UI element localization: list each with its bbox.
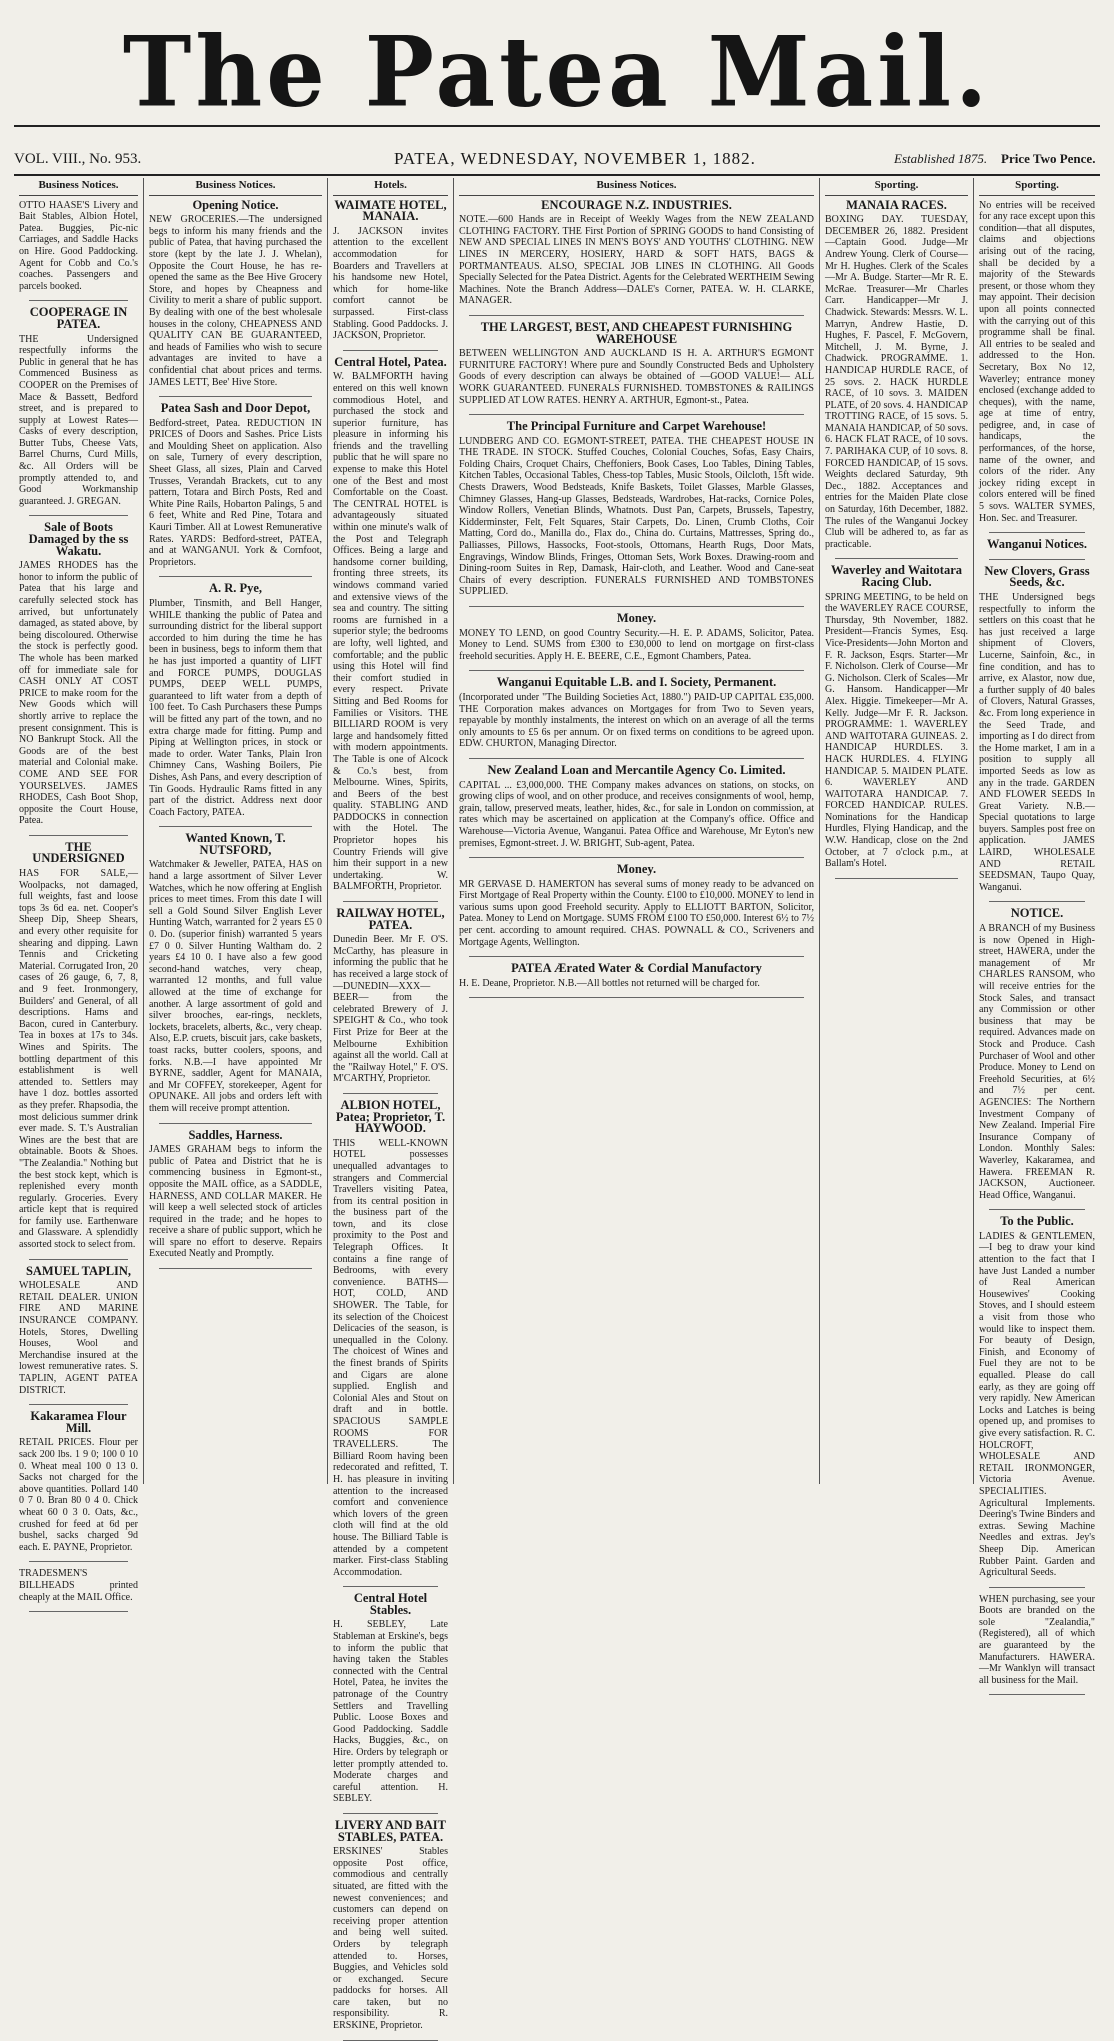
column-4 (454, 178, 820, 1484)
advertisement-text: OTTO HAASE'S Livery and Bait Stables, Albion Hotel, Patea. Buggies, Pic-nic Carriages, and Saddle Hacks on Hire. Good Paddocking. Agent for Cobb and Co.'s coaches. Passengers and parcels booked. (19, 199, 138, 292)
advertisement (19, 1263, 138, 1397)
column-heading: Hotels. (333, 178, 448, 196)
separator-rule (835, 878, 958, 879)
advertisement (333, 1097, 448, 1578)
separator-rule (159, 1268, 312, 1269)
separator-rule (469, 414, 804, 415)
established-note: Established 1875. (894, 151, 988, 166)
column-1 (14, 178, 144, 1603)
advertisement-text: No entries will be received for any race except upon this condition—that all disputes, claims and objections arising out of the racing, shall be decided by a majority of the Stewards present, or those whom they may appoint. Their decision upon all points connected with the carrying out of this programme shall be final. All entries to be sealed and addressed to the Hon. Secretary, Box No 12, Waverley; entrance money enclosed (exchange added to cheques), with the name, age at time of entry, pedigree, and, in case of handicaps, the performances, of the horse, name of the owner, and colors of the rider. Any jockey riding except in colors entered will be fined 5 sovs. WALTER SYMES, Hon. Sec. and Treasurer. (979, 199, 1095, 524)
separator-rule (343, 1586, 438, 1587)
advertisement-text: W. BALMFORTH having entered on this well known commodious Hotel, and purchased the stock and superior furniture, has pleasure in informing his friends and the travelling public that he will spare no expense to make this Hotel one of the Best and most Comfortable on the Coast. The CENTRAL HOTEL is advantageously situated within one minute's walk of the Post and Telegraph Offices. Being a large and handsome corner building, fronting three streets, its windows command varied and extensive views of the sea and country. The sitting rooms are furnished in a superior style; the bedrooms are lofty, well lighted, and comfortable; and the public using this Hotel will find their comfort studied in every respect. Private Sitting and Bed Rooms for Families or Visitors. THE BILLIARD ROOM is very large and handsomely fitted with modern appointments. The Table is one of Alcock & Co.'s best, from Melbourne. Wines, Spirits, and Beers of the best quality. STABLING AND PADDOCKS in connection with the Hotel. The Proprietor hopes his Country Friends will give him their support in a new undertaking. W. BALMFORTH, Proprietor. (333, 371, 448, 893)
price-note: Price Two Pence. (1001, 151, 1096, 166)
column-heading: Business Notices. (19, 178, 138, 196)
separator-rule (343, 1813, 438, 1814)
advertisement-text: SPRING MEETING, to be held on the WAVERLEY RACE COURSE, Thursday, 9th November, 1882. President—Francis Symes, Esq. Vice-Presidents—John Morton and F. R. Jackson, Esqrs. Starter—Mr F. Nicholson. Clerk of Course—Mr G. Nicholson. Clerk of Scales—Mr G. Hansom. Handicapper—Mr Alex. Higgie. Timekeeper—Mr A. Kelly. Judge—Mr F. R. Jackson. PROGRAMME: 1. WAVERLEY AND WAITOTARA GUINEAS. 2. HANDICAP HURDLES. 3. HACK HURDLES. 4. FLYING HANDICAP. 5. MAIDEN PLATE. 6. WAVERLEY AND WAITOTARA HANDICAP. 7. FORCED HANDICAP. RULES. Nominations for the Handicap Hurdles, Flying Handicap, and the W.W. Handicap, close on the 2nd October, at 7 o'clock p.m., at Ballam's Hotel. (825, 591, 968, 870)
separator-rule (989, 901, 1085, 902)
advertisement (979, 563, 1095, 894)
advertisement (19, 839, 138, 1251)
advertisement-title: Money. (616, 611, 657, 625)
advertisement (333, 354, 448, 893)
advertisement (825, 565, 968, 869)
advertisement (333, 1817, 448, 2032)
separator-rule (29, 1404, 128, 1405)
advertisement (333, 197, 448, 342)
separator-rule (159, 1123, 312, 1124)
separator-rule (469, 315, 804, 316)
column-6 (974, 178, 1100, 1686)
advertisement (979, 1216, 1095, 1578)
advertisement (459, 421, 814, 598)
advertisement-title: Sale of Boots Damaged by the ss Wakatu. (28, 520, 129, 558)
advertisement (149, 833, 322, 1114)
separator-rule (469, 857, 804, 858)
separator-rule (29, 300, 128, 301)
separator-rule (343, 901, 438, 902)
advertisement-title: Central Hotel Stables. (353, 1591, 428, 1617)
advertisement-text: CAPITAL ... £3,000,000. THE Company makes advances on stations, on stocks, on growing clips of wool, and on other produce, and receives consignments of wool, hemp, grain, tallow, preserved meats, leather, hides, &c., for sale in London on commission, at rates which may be ascertained on application at the Company's office. Office and Warehouse—Victoria Avenue, Wanganui. Patea Office and Warehouse, Mr Eyton's new premises, Egmont-street. J. W. BRIGHT, Sub-agent, Patea. (459, 779, 814, 849)
advertisement (149, 403, 322, 568)
advertisement (333, 908, 448, 1085)
advertisement-text: Watchmaker & Jeweller, PATEA, HAS on hand a large assortment of Silver Lever Watches, which he now offering at English prices to meet times. From this date I will sell a Gold Sound Silver English Lever Hunting Watch, warranted for 2 years £5 0 0. Do. (superior finish) warranted 5 years £7 0 0. Silver Hunting Waltham do. 2 years £4 10 0. I have also a few good second-hand watches, very cheap, warranted 12 months, and full value allowed at the time of exchange for another. A large assortment of gold and silver brooches, ear-rings, necklets, lockets, bracelets, alberts, &c., very cheap. Also, E.P. cruets, biscuit jars, cake baskets, toast racks, butter coolers, spoons, and forks. N.B.—I have appointed Mr BYRNE, saddler, Agent for MANAIA, and Mr COFFEY, storekeeper, Agent for OPUNAKE. All jobs and orders left with them will receive prompt attention. (149, 859, 322, 1114)
advertisement-text: LADIES & GENTLEMEN,—I beg to draw your kind attention to the fact that I have Just Landed a number of Real American Housewives' Cooking Stoves, and I should esteem a visit from those who would like to inspect them. For beauty of Design, Finish, and Economy of Fuel they are not to be equalled. Please do call early, as they are going off very rapidly. New American Locks and Latches is being opened up, and promises to give every satisfaction. R. C. HOLCROFT, WHOLESALE AND RETAIL IRONMONGER, Victoria Avenue. SPECIALITIES. Agricultural Implements. Deering's Twine Binders and extras. Sewing Machine Needles and extras. Jey's Sheep Dip. American Rubber Paint. Garden and Agricultural Seeds. (979, 1230, 1095, 1579)
advertisement-title: A. R. Pye, (208, 581, 263, 596)
advertisement-title: Wanted Known, T. NUTSFORD, (185, 831, 286, 857)
separator-rule (469, 956, 804, 957)
separator-rule (469, 606, 804, 607)
column-heading: Sporting. (979, 178, 1095, 196)
advertisement-text: NEW GROCERIES.—The undersigned begs to inform his many friends and the public of Patea, that having purchased the store (kept by the late J. J. Whelan), Opposite the Court House, he has re-opened the same as the Bee Hive Grocery Store, and hopes by Cheapness and Civility to merit a share of public support. By dealing with one of the best wholesale houses in the colony, CHEAPNESS AND QUALITY CAN BE GUARANTEED, and heads of Families who wish to secure advantages are invited to have a confidential chat about prices and terms. JAMES LETT, Bee' Hive Store. (149, 214, 322, 388)
separator-rule (159, 396, 312, 397)
separator-rule (469, 997, 804, 998)
advertisement (459, 613, 814, 662)
advertisement (459, 677, 814, 750)
advertisement-text: HAS FOR SALE,— Woolpacks, not damaged, full weights, fast and loose tops 3s 6d ea. net. Cooper's Sheep Dip, Sheep Shears, and every other requisite for shearing and dipping. Lawn Tennis and Cricketing Material. Corrugated Iron, 20 cases of 26 gauge, 6, 7, 8, and 9 feet. Ironmongery, Builders' and General, of all descriptions. Hams and Bacon, cured in Canterbury. Tea in boxes at 17s to 34s. Wines and Spirits. The bottling department of this establishment is well attended to. Settlers may have 1 doz. bottles assorted as they prefer. Rhapsodia, the most delicious summer drink ever made. S. T.'s Australian Wines are the best that are obtainable. Boots & Shoes. "The Zealandia." Nothing but the best stock kept, which is replenished every month regularly. Groceries. Every article kept that is required for family use. Earthenware and Glassware. A splendidly assorted stock to select from. (19, 868, 138, 1251)
newspaper-title: The Patea Mail. (122, 15, 992, 129)
column-heading: Business Notices. (459, 178, 814, 196)
advertisement (459, 319, 814, 406)
advertisement-title: ALBION HOTEL, Patea; Proprietor, T. HAYWOOD. (335, 1097, 446, 1136)
separator-rule (29, 1259, 128, 1260)
separator-rule (469, 758, 804, 759)
advertisement (19, 307, 138, 507)
advertisement-title: LIVERY AND BAIT STABLES, PATEA. (335, 1817, 446, 1844)
separator-rule (989, 1209, 1085, 1210)
column-3 (328, 178, 454, 2032)
advertisement-text: TRADESMEN'S BILLHEADS printed cheaply at the MAIL Office. (19, 1568, 138, 1603)
volume-number: VOL. VIII., No. 953. (14, 151, 142, 167)
advertisement (19, 200, 138, 293)
dateline (14, 151, 1100, 173)
advertisement (825, 197, 968, 551)
advertisement-text: A BRANCH of my Business is now Opened in High-street, HAWERA, under the management of Mr CHARLES RANSOM, who will receive entries for the Stock Sales, and transact any Commission or other business that may be required. Advances made on Stock and Produce. Cash Purchaser of Wool and other Produce. Money to Lend on Freehold Securities, at 6½ and 7½ per cent. AGENCIES: The Northern Investment Company of New Zealand. Imperial Fire Insurance Company of London. Monthly Sales: Waverley, Kakaramea, and Hawera. FREEMAN R. JACKSON, Auctioneer. Head Office, Wanganui. (979, 923, 1095, 1201)
advertisement-title: COOPERAGE IN PATEA. (29, 305, 128, 331)
advertisement-text: THE Undersigned begs respectfully to inform the settlers on this coast that he has just received a large shipment of Clovers, Lucerne, Sainfoin, &c., in fine condition, and has to arrive, ex Alastor, now due, a further supply of 40 bales of Clovers, Natural Grasses, &c. From long experience in the Seed Trade, and importing as I do direct from the Home market, I am in a position to supply all imported Seeds as low as any in the trade. GARDEN AND FLOWER SEEDS In Great Variety. N.B.—Special quotations to large buyers. Samples post free on application. JAMES LAIRD, WHOLESALE AND RETAIL SEEDSMAN, Taupo Quay, Wanganui. (979, 592, 1095, 893)
advertisement-text: H. E. Deane, Proprietor. N.B.—All bottles not returned will be charged for. (459, 977, 760, 989)
separator-rule (29, 1611, 128, 1612)
separator-rule (29, 515, 128, 516)
separator-rule (159, 826, 312, 827)
advertisement-text: JAMES GRAHAM begs to inform the public of Patea and District that he is commencing business in Egmont-st., opposite the MAIL office, as a SADDLE, HARNESS, AND COLLAR MAKER. He will keep a well selected stock of articles required in the trade; and he hopes to receive a share of public support, which he will spare no effort to deserve. Repairs Executed Neatly and Promptly. (149, 1144, 322, 1260)
advertisement (459, 864, 814, 948)
separator-rule (343, 350, 438, 351)
separator-rule (989, 559, 1085, 560)
advertisement-text: JAMES RHODES has the honor to inform the public of Patea that his large and carefully selected stock has arrived, but unfortunately damaged, as stated above, by being discoloured. Otherwise the stock is perfectly good. The whole has been marked off for immediate sale for CASH ONLY AT COST PRICE to make room for the New Goods which will shortly arrive to replace the present consignment. This is NO Bankrupt Stock. All the Goods are of the best material and Colonial make. COME AND SEE FOR YOURSELVES. JAMES RHODES, Cash Boot Shop, opposite the Court House, Patea. (19, 560, 138, 827)
advertisement-text: WHOLESALE AND RETAIL DEALER. UNION FIRE AND MARINE INSURANCE COMPANY. Hotels, Stores, Dwelling Houses, Wool and Merchandise insured at the lowest remunerative rates. S. TAPLIN, AGENT PATEA DISTRICT. (19, 1280, 138, 1396)
advertisement-title: NOTICE. (1010, 906, 1064, 921)
advertisement-title: THE LARGEST, BEST, AND CHEAPEST FURNISHING WAREHOUSE (480, 319, 793, 346)
column-heading: Business Notices. (149, 178, 322, 196)
advertisement-text: NOTE.—600 Hands are in Receipt of Weekly Wages from the NEW ZEALAND CLOTHING FACTORY. THE First Portion of SPRING GOODS to hand Consisting of NEW AND SPECIAL LINES IN MEN'S BOYS' AND YOUTHS' CLOTHING. NEW LINES IN MERCERY, HOSIERY, HARD & SOFT HATS, BAGS & PORTMANTEAUS. ALSO, SPECIAL JOB LINES IN CLOTHING. All Goods Specially Selected for the Patea District. Agents for the Celebrated WERTHEIM Sewing Machines. Note the Branch Address—DALE's Corner, PATEA. W. H. CLARKE, MANAGER. (459, 214, 814, 307)
advertisement (19, 522, 138, 826)
separator-rule (159, 576, 312, 577)
separator-rule (989, 532, 1085, 533)
columns-area (14, 178, 1100, 2032)
separator-rule (989, 1694, 1085, 1695)
separator-rule (343, 1093, 438, 1094)
advertisement-title: Money. (616, 862, 657, 877)
masthead-rule (14, 125, 1100, 127)
issue-date: PATEA, WEDNESDAY, NOVEMBER 1, 1882. (394, 149, 756, 168)
advertisement-text: MR GERVASE D. HAMERTON has several sums of money ready to be advanced on First Mortgage of Real Property within the County. £100 to £10,000. MONEY to lend in various sums upon good Freehold security. Apply to ELLIOTT BARTON, Solicitor, Patea. Money to Lend on Mortgage. SUMS FROM £100 TO £50,000. Interest 6½ to 7½ per cent. according to amount required. CHAS. POWNALL & CO., Scriveners and Mortgage Agents, Wellington. (459, 878, 814, 948)
column-heading: Sporting. (825, 178, 968, 196)
advertisement (149, 197, 322, 389)
dateline-rule (14, 174, 1100, 176)
advertisement-title: To the Public. (1000, 1214, 1074, 1229)
advertisement-text: THE Undersigned respectfully informs the Public in general that he has Commenced Business as COOPER on the Premises of Mace & Bassett, Bedford street, and is prepared to supply at Lowest Rates—Casks of every description, Butter Tubs, Cheese Vats, Barrel Churns, Curd Mills, &c. All Orders will be promptly attended to, and Good Workmanship guaranteed. J. GREGAN. (19, 333, 138, 507)
column-2 (144, 178, 328, 1484)
advertisement-title: Wanganui Notices. (986, 537, 1087, 552)
masthead (0, 0, 1114, 168)
advertisement-text: THIS WELL-KNOWN HOTEL possesses unequalled advantages to strangers and Commercial Travellers visiting Patea, from its central position in the business part of the town, and its close proximity to the Post and Telegraph Offices. It contains a fine range of Bedrooms, with every convenience. BATHS—HOT, COLD, AND SHOWER. The Table, for its selection of the Choicest Delicacies of the season, is unequalled in the Colony. The choicest of Wines and the finest brands of Spirits and Cigars are alone supplied. English and Colonial Ales and Stout on draft and in bottle. SPACIOUS SAMPLE ROOMS FOR TRAVELLERS. The Billiard Room having been redecorated and refitted, T. H. has pleasure in inviting attention to the increased comfort and convenience which lovers of the green cloth will find at the old house. The Billiard Table is attended by a competent marker. First-class Stabling Accommodation. (333, 1137, 448, 1578)
separator-rule (29, 1561, 128, 1562)
advertisement-title: ENCOURAGE N.Z. INDUSTRIES. (541, 197, 732, 212)
advertisement-text: ERSKINES' Stables opposite Post office, commodious and centrally situated, are fitted with the newest conveniences; and customers can depend on receiving proper attention and being well suited. Orders by telegraph attended to. Horses, Buggies, and Vehicles sold or exchanged. Secure paddocks for horses. All care taken, but no responsibility. R. ERSKINE, Proprietor. (333, 1846, 448, 2032)
advertisement (459, 197, 814, 307)
advertisement (459, 762, 814, 849)
advertisement (979, 539, 1095, 551)
advertisement-title: New Clovers, Grass Seeds, &c. (984, 563, 1090, 590)
advertisement-title: Central Hotel, Patea. (334, 354, 447, 369)
advertisement-text: J. JACKSON invites attention to the excellent accommodation for Boarders and Travellers at his handsome new Hotel, which for home-like comfort cannot be surpassed. First-class Stabling. Good Paddocks. J. JACKSON, Proprietor. (333, 225, 448, 342)
advertisement-text: BOXING DAY. TUESDAY, DECEMBER 26, 1882. President—Captain Good. Judge—Mr Andrew Young. Clerk of Course—Mr H. Hughes. Clerk of the Scales—Mr A. Budge. Starter—Mr R. E. McRae. Treasurer—Mr Charles Carr. Handicapper—Mr J. Chadwick. Stewards: Messrs. W. L. Marryn, Andrew Hastie, D. Hughes, F. Pascel, F. McGovern, Mitchell, J. M. Byrne, J. Chadwick. PROGRAMME. 1. HANDICAP HURDLE RACE, of 25 sovs. 2. HACK HURDLE RACE, of 10 sovs. 3. MAIDEN PLATE, of 20 sovs. 4. HANDICAP TROTTING RACE, of 15 sovs. 5. MANAIA HANDICAP, of 50 sovs. 6. HACK FLAT RACE, of 10 sovs. 7. PARIHAKA CUP, of 10 sovs. 8. FORCED HANDICAP, of 15 sovs. Weights declared Saturday, 9th Dec., 1882. Acceptances and entries for the Maiden Plate close on Saturday, 16th December, 1882. The rules of the Wanganui Jockey Club will be adhered to, as far as practicable. (825, 214, 968, 550)
advertisement (149, 583, 322, 818)
advertisement (979, 908, 1095, 1201)
advertisement-text: Bedford-street, Patea. REDUCTION IN PRICES of Doors and Sashes. Price Lists and Moulding Sheet on application. Also on sale, Turnery of every description, Sheet Glass, all sizes, Plain and Carved Trusses, Verandah Brackets, cut to any pattern, Totara and Birch Posts, Red and White Pine Rails, Hobarton Palings, 5 and 6 feet, White and Red Pine, Totara and Kauri Timber. All at Lowest Remunerative Rates. YARDS: Bedford-street, PATEA, and at WANGANUI. York & Cornfoot, Proprietors. (149, 417, 322, 568)
advertisement (149, 1127, 322, 1261)
advertisement-text: Dunedin Beer. Mr F. O'S. McCarthy, has pleasure in informing the public that he has received a large stock of —DUNEDIN—XXX—BEER— from the celebrated Brewery of J. SPEIGHT & Co., who took First Prize for Beer at the Melbourne Exhibition against all the world. Call at the "Railway Hotel," F. O'S. M'CARTHY, Proprietor. (333, 934, 448, 1085)
advertisement-title: Wanganui Equitable L.B. and I. Society, Permanent. (496, 675, 777, 690)
advertisement-text: Plumber, Tinsmith, and Bell Hanger, WHILE thanking the public of Patea and surrounding district for the liberal support accorded to him during the time he has been in business, begs to inform them that he has just imported a quantity of LIFT and FORCE PUMPS, DOUGLAS PUMPS, DEEP WELL PUMPS, guaranteed to lift water from a depth of 100 feet. To Cash Purchasers these Pumps will be fitted any part of the town, and no extra charge made for fitting. Pump and Piping at Wellington prices, in stock or made to order. Water Tanks, Plain Iron Chimney Cans, Washing Boilers, Pie Dishes, Ash Pans, and every description of Tin Goods. Hydraulic Rams fitted in any part of the district. Address next door Coach Factory, PATEA. (149, 598, 322, 818)
advertisement-title: Opening Notice. (192, 197, 279, 212)
separator-rule (989, 1587, 1085, 1588)
advertisement-title: The Principal Furniture and Carpet Warehouse! (506, 419, 767, 434)
separator-rule (835, 558, 958, 559)
column-5 (820, 178, 974, 1484)
separator-rule (469, 670, 804, 671)
advertisement-title: New Zealand Loan and Mercantile Agency Co. Limited. (487, 762, 786, 777)
advertisement-title: Kakaramea Flour Mill. (30, 1409, 127, 1435)
advertisement-title: WAIMATE HOTEL, MANAIA. (334, 197, 447, 224)
advertisement-title: SAMUEL TAPLIN, (25, 1263, 132, 1278)
advertisement-text: (Incorporated under "The Building Societies Act, 1880.") PAID-UP CAPITAL £35,000. THE Corporation makes advances on Mortgages for from Two to Seven years, repayable by monthly instalments, the interest on which on an average of all the terms only amounts to £5 6s per annum. Or on fixed terms on conditions to be agreed upon. EDW. CHURTON, Managing Director. (459, 691, 814, 750)
advertisement-title: PATEA Ærated Water & Cordial Manufactory (511, 961, 762, 976)
advertisement (979, 200, 1095, 525)
advertisement (979, 1594, 1095, 1687)
advertisement-text: MONEY TO LEND, on good Country Security.—H. E. P. ADAMS, Solicitor, Patea. Money to Lend. SUMS from £300 to £30,000 to lend on mortgage on first-class freehold securities. Apply H. E. BEERE, C.E., Egmont Chambers, Patea. (459, 627, 814, 662)
advertisement (19, 1568, 138, 1603)
advertisement (333, 1593, 448, 1805)
advertisement (19, 1411, 138, 1553)
advertisement-text: BETWEEN WELLINGTON AND AUCKLAND IS H. A. ARTHUR'S EGMONT FURNITURE FACTORY! Where pure and Soundly Constructed Beds and Upholstery Goods of every description can always be obtained of —GOOD VALUE!— ALL WORK GUARANTEED. FUNERALS FURNISHED. TOMBSTONES & RAILINGS SUPPLIED AT LOW RATES. HENRY A. ARTHUR, Egmont-st., Patea. (459, 348, 814, 406)
advertisement-text: H. SEBLEY, Late Stableman at Erskine's, begs to inform the public that having taken the Stables connected with the Central Hotel, Patea, he invites the patronage of the Country Settlers and Travelling Public. Loose Boxes and Good Paddocking. Saddle Hacks, Buggies, &c., on Hire. Orders by telegraph or letter promptly attended to. Moderate charges and careful attention. H. SEBLEY. (333, 1619, 448, 1805)
advertisement-text: RETAIL PRICES. Flour per sack 200 lbs. 1 9 0; 100 0 10 0. Wheat meal 100 0 13 0. Sacks not charged for the above quantities. Pollard 140 0 7 0. Bran 80 0 4 0. Chick wheat 60 0 3 0. Oats, &c., crushed for feed at 6d per bushel, sacks charged 9d each. E. PAYNE, Proprietor. (19, 1437, 138, 1553)
advertisement (459, 963, 814, 989)
advertisement-title: Saddles, Harness. (188, 1127, 283, 1142)
advertisement-title: Patea Sash and Door Depot, (160, 401, 311, 416)
advertisement-title: MANAIA RACES. (846, 197, 947, 212)
advertisement-text: LUNDBERG AND CO. EGMONT-STREET, PATEA. THE CHEAPEST HOUSE IN THE TRADE. IN STOCK. Stuffed Couches, Colonial Couches, Sofas, Easy Chairs, Folding Chairs, Croquet Chairs, Cheffoniers, Book Cases, Loo Tables, Dining Tables, Kitchen Tables, Occasional Tables, Chess-top Tables, Music Stools, Oilcloth, 15ft wide. Chests Drawers, Wood Bedsteads, Knife Baskets, Toilet Glasses, Marble Glasses, Chimney Glasses, Hang-up Glasses, Bedsteads, Wardrobes, Hat-racks, Cornice Poles, Window Rollers, Venetian Blinds, Whatnots. Dust Pan, Carpets, Brussels, Tapestry, Kidderminster, Felt, Felt Squares, Stair Carpets, Do. Linen, Crumb Cloths, Coir Matting, Cord do., Manilla do., Flax do., China do. Curtains, Mattresses, Spring do., Palliasses, Pillows, Hassocks, Foot-stools, Ottomans, Hearth Rugs, Door Mats, Engravings, Window Blinds, Fringes, Ottoman Sets, Work Boxes. Drawing-room and Dining-room Suites in Rep, Damask, Hair-cloth, and Leather. Wood and Cane-seat Chairs of every description. FUNERALS FURNISHED AND TOMBSTONES SUPPLIED. (459, 435, 814, 598)
advertisement-text: WHEN purchasing, see your Boots are branded on the sole "Zealandia," (Registered), all of which are guaranteed by the Manufacturers. HAWERA.—Mr Wanklyn will transact all business for the Mail. (979, 1593, 1095, 1686)
separator-rule (29, 835, 128, 836)
advertisement-title: Waverley and Waitotara Racing Club. (830, 563, 962, 589)
advertisement-title: THE UNDERSIGNED (32, 839, 125, 866)
advertisement-title: RAILWAY HOTEL, PATEA. (336, 906, 445, 932)
